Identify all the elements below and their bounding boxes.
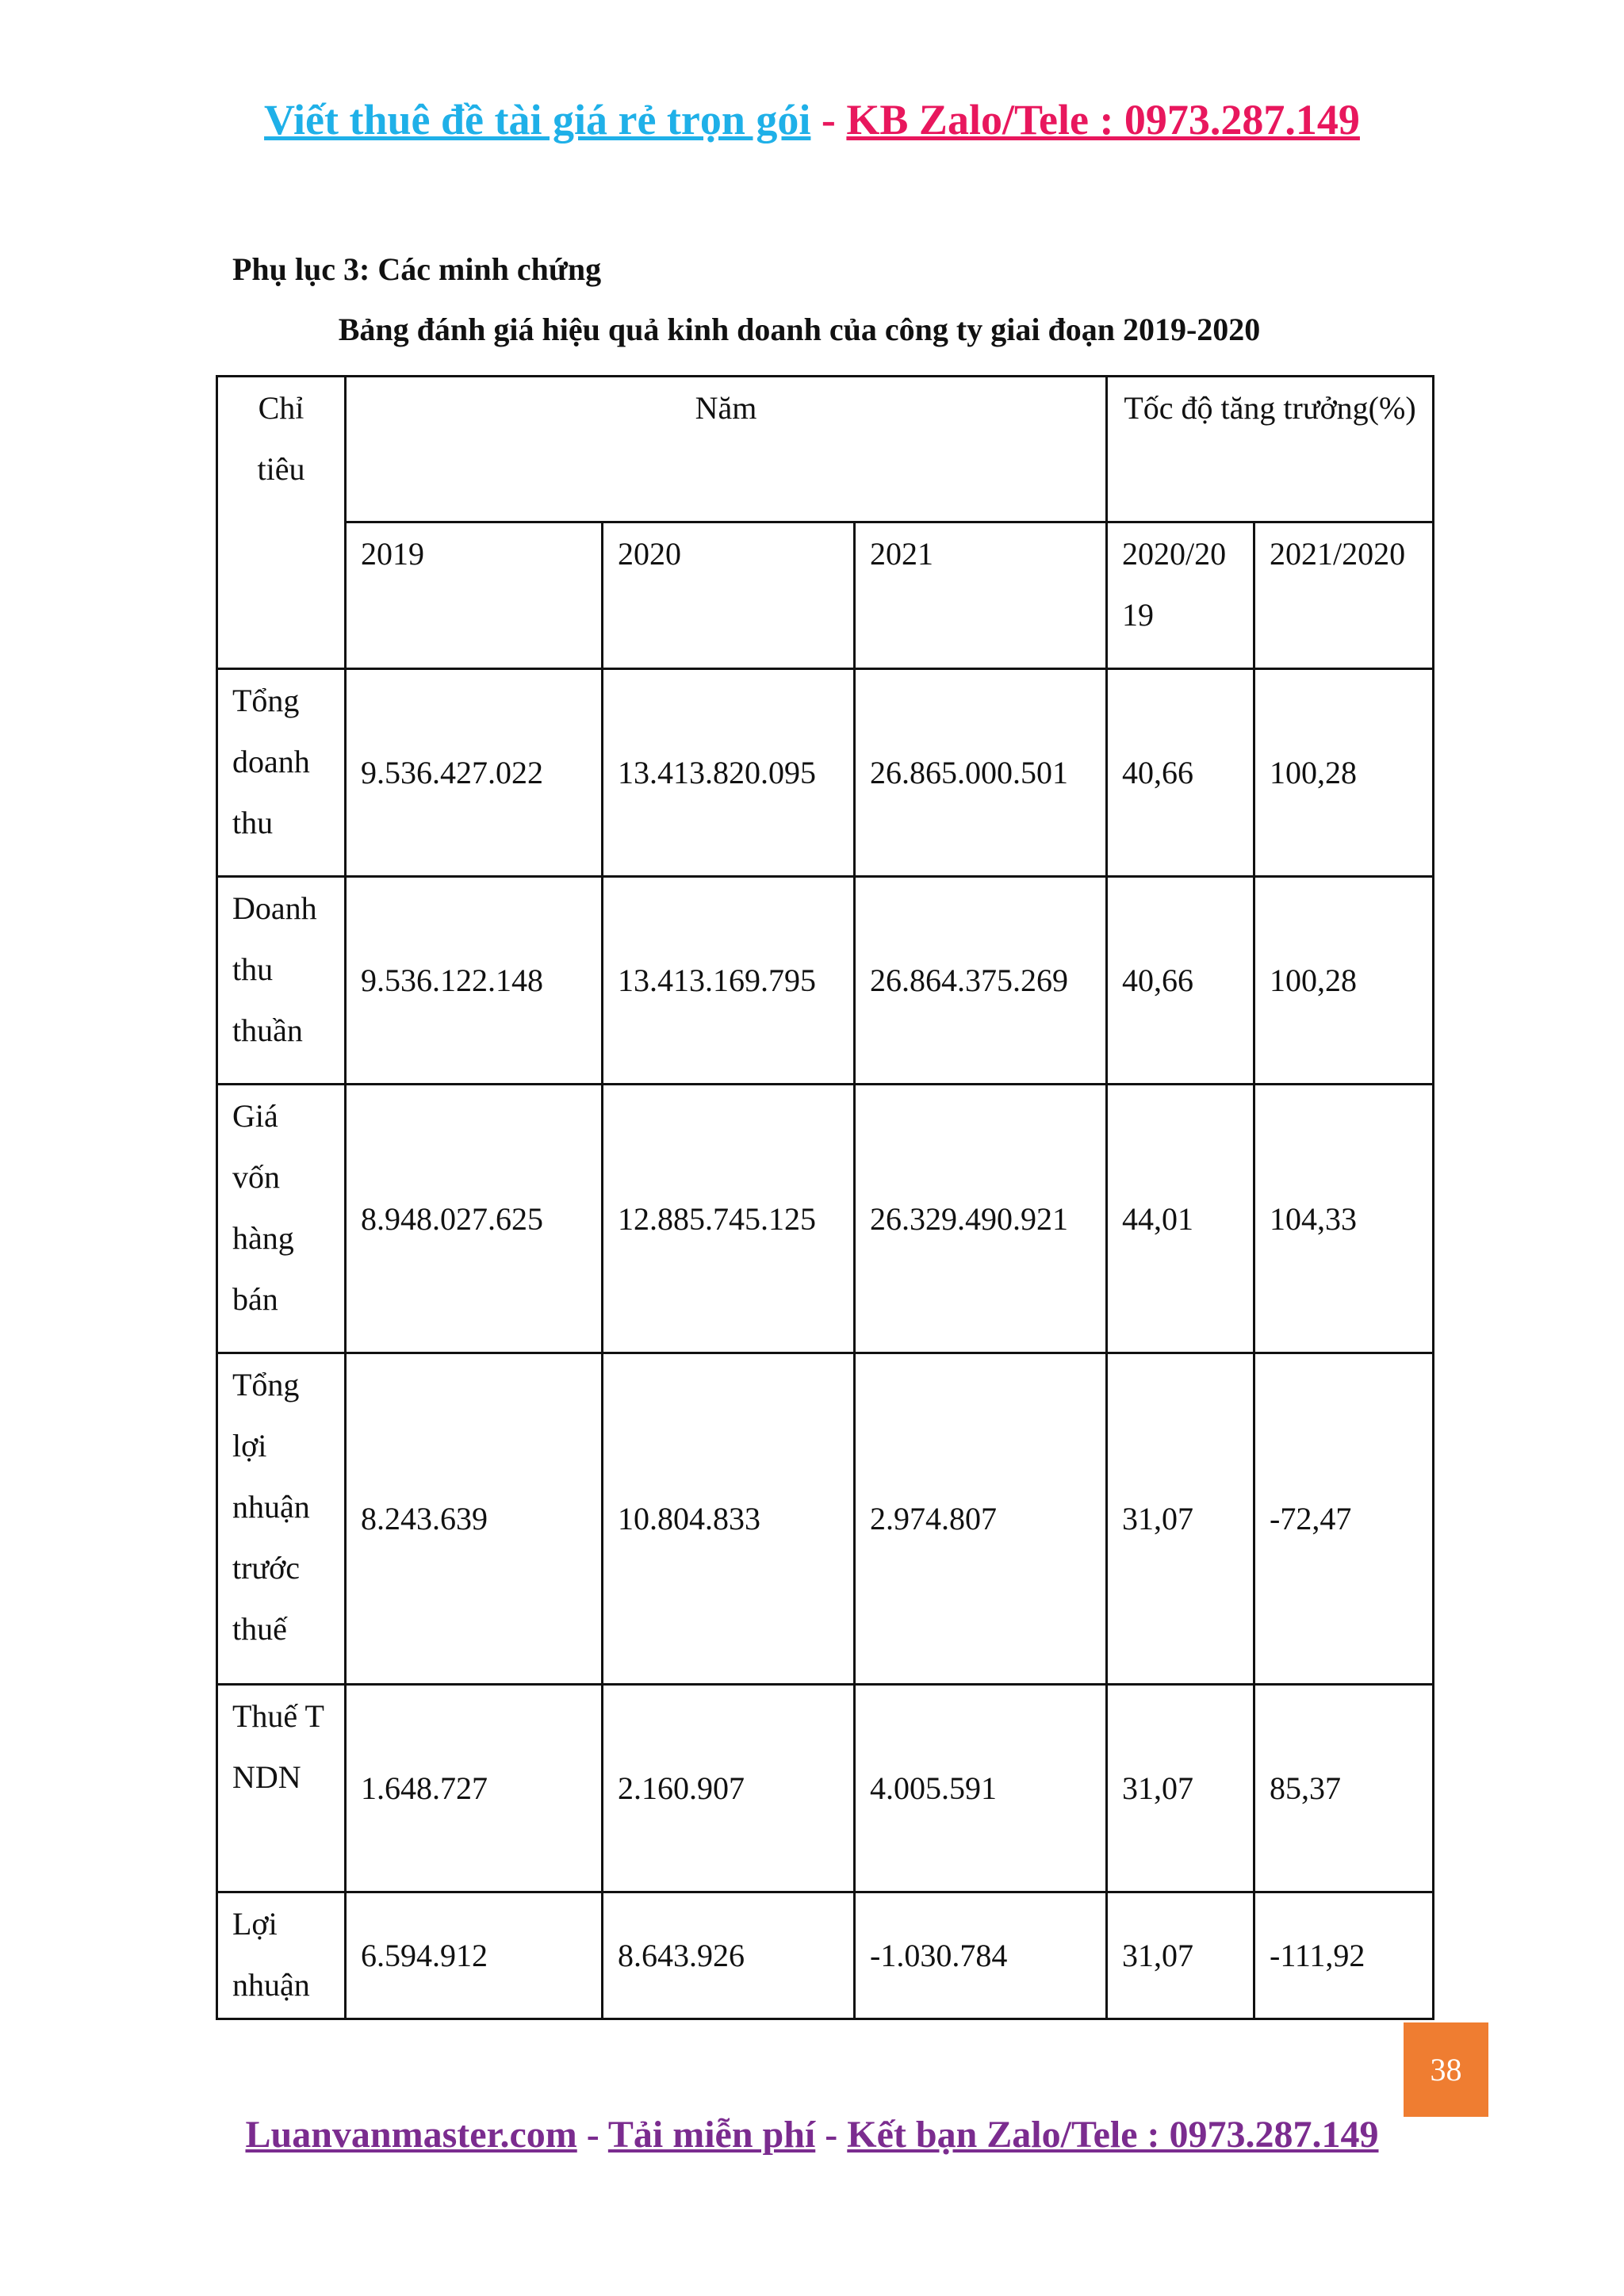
header-growth-group-cell [1107,377,1434,522]
footer-banner [0,2113,1624,2156]
footer-site-link[interactable]: Luanvanmaster.com [245,2114,577,2156]
row-label: Lợi nhuận [217,1892,346,2019]
table-row [217,1085,1434,1353]
cell-growth-1: 40,66 [1107,669,1254,877]
table-header-row [217,377,1434,522]
row-label: Thuế TNDN [217,1685,346,1892]
appendix-title: Phụ lục 3: Các minh chứng [232,251,602,287]
table-row [217,669,1434,877]
table-title: Bảng đánh giá hiệu quả kinh doanh của công ty giai đoạn 2019-2020 [338,312,1261,347]
row-label: Doanh thu thuần [217,877,346,1085]
cell-growth-1: 31,07 [1107,1685,1254,1892]
header-service-link[interactable]: Viết thuê đề tài giá rẻ trọn gói [264,96,811,144]
header-year-group: Năm [695,390,757,426]
cell-growth-2: 100,28 [1254,669,1434,877]
cell-2020: 10.804.833 [603,1353,855,1685]
cell-growth-2: -111,92 [1254,1892,1434,2019]
header-growth-2020-2019: 2020/2019 [1107,522,1254,669]
table-row [217,1892,1434,2019]
cell-2019: 8.243.639 [346,1353,603,1685]
cell-2021: 26.864.375.269 [855,877,1107,1085]
cell-2019: 9.536.427.022 [346,669,603,877]
header-growth-2021-2020: 2021/2020 [1254,522,1434,669]
cell-2021: -1.030.784 [855,1892,1107,2019]
cell-growth-1: 44,01 [1107,1085,1254,1353]
cell-growth-2: 100,28 [1254,877,1434,1085]
page-number-badge [1404,2022,1488,2117]
header-growth-group: Tốc độ tăng trưởng(%) [1124,390,1416,426]
header-year-2021: 2021 [855,522,1107,669]
cell-2021: 2.974.807 [855,1353,1107,1685]
header-year-2020: 2020 [603,522,855,669]
header-year-2019: 2019 [346,522,603,669]
cell-2020: 13.413.169.795 [603,877,855,1085]
table-row [217,1353,1434,1685]
row-label: Tổng doanh thu [217,669,346,877]
page-number: 38 [1430,2052,1462,2087]
table-subheader-row [217,522,1434,669]
row-label: Giá vốn hàng bán [217,1085,346,1353]
cell-growth-1: 31,07 [1107,1353,1254,1685]
cell-2021: 26.329.490.921 [855,1085,1107,1353]
table-row [217,1685,1434,1892]
footer-download-link[interactable]: Tải miễn phí [607,2114,816,2156]
header-separator: - [810,96,847,144]
cell-2020: 8.643.926 [603,1892,855,2019]
cell-2021: 26.865.000.501 [855,669,1107,877]
cell-growth-1: 31,07 [1107,1892,1254,2019]
row-label: Tổng lợi nhuận trước thuế [217,1353,346,1685]
footer-separator: - [815,2114,848,2156]
cell-growth-1: 40,66 [1107,877,1254,1085]
cell-growth-2: 104,33 [1254,1085,1434,1353]
cell-2019: 1.648.727 [346,1685,603,1892]
header-indicator-cell [217,377,346,669]
business-performance-table [216,375,1434,2020]
cell-2020: 13.413.820.095 [603,669,855,877]
cell-2019: 6.594.912 [346,1892,603,2019]
header-banner [0,95,1624,144]
cell-growth-2: 85,37 [1254,1685,1434,1892]
header-year-group-cell [346,377,1107,522]
cell-2019: 9.536.122.148 [346,877,603,1085]
header-indicator: Chỉ tiêu [257,390,305,487]
cell-2020: 12.885.745.125 [603,1085,855,1353]
cell-2019: 8.948.027.625 [346,1085,603,1353]
cell-2021: 4.005.591 [855,1685,1107,1892]
footer-contact-link[interactable]: Kết bạn Zalo/Tele : 0973.287.149 [847,2114,1379,2156]
footer-separator: - [576,2114,608,2156]
table-row [217,877,1434,1085]
header-contact-link[interactable]: KB Zalo/Tele : 0973.287.149 [846,96,1360,144]
cell-growth-2: -72,47 [1254,1353,1434,1685]
cell-2020: 2.160.907 [603,1685,855,1892]
